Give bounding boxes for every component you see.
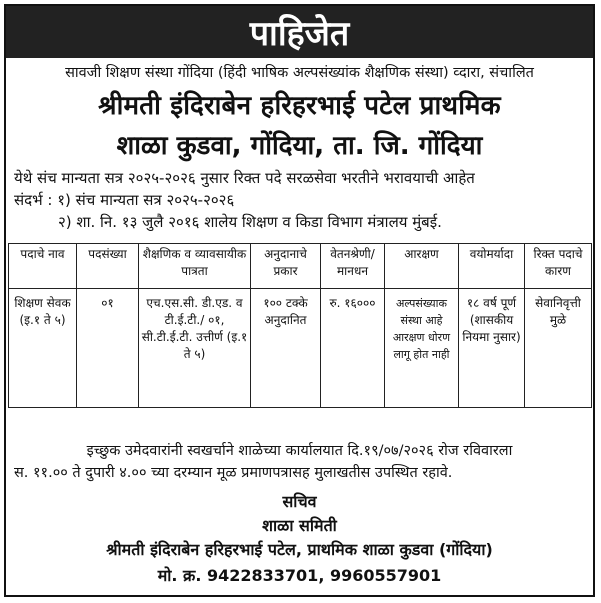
reference-1: संदर्भ : १) संच मान्यता सत्र २०२५-२०२६ bbox=[14, 191, 235, 209]
signatory-title: सचिव bbox=[282, 492, 317, 511]
interview-notice-line1: इच्छुक उमेदवारांनी स्वखर्चाने शाळेच्या कार्यालयात दि.१९/०७/२०२६ रोज रविवारला bbox=[86, 443, 513, 459]
school-name-line2: शाळा कुडवा, गोंदिया, ता. जि. गोंदिया bbox=[116, 131, 483, 161]
banner-title: पाहिजेत bbox=[249, 14, 350, 54]
header-vacancy-reason: रिक्त पदाचे कारण bbox=[525, 244, 592, 289]
cell-grant-type: १०० टक्के अनुदानित bbox=[251, 289, 321, 408]
cell-reservation: अल्पसंख्याक संस्था आहे आरक्षण धोरण लागू होत नाही bbox=[385, 289, 459, 408]
recruitment-text: येथे संच मान्यता सत्र २०२५-२०२६ नुसार रिक्त पदे सरळसेवा भरतीने भरावयाची आहेत bbox=[14, 169, 475, 187]
signatory-body: शाळा समिती bbox=[262, 516, 337, 535]
interview-notice-line2: स. ११.०० ते दुपारी ४.०० च्या दरम्यान मूळ प्रमाणपत्रासह मुलाखतीस उपस्थित रहावे. bbox=[14, 465, 453, 481]
vacancy-table bbox=[8, 243, 592, 408]
table-row bbox=[9, 289, 592, 408]
header-post-count: पदसंख्या bbox=[77, 244, 139, 289]
cell-vacancy-reason: सेवानिवृत्ती मुळे bbox=[525, 289, 592, 408]
signatory-school: श्रीमती इंदिराबेन हरिहरभाई पटेल, प्राथमिक शाळा कुडवा (गोंदिया) bbox=[106, 540, 493, 559]
header-qualification: शैक्षणिक व व्यावसायीक पात्रता bbox=[139, 244, 251, 289]
school-name-line1: श्रीमती इंदिराबेन हरिहरभाई पटेल प्राथमिक bbox=[98, 91, 501, 121]
trust-intro: सावजी शिक्षण संस्था गोंदिया (हिंदी भाषिक अल्पसंख्यांक शैक्षणिक संस्था) व्दारा, संचालित bbox=[65, 65, 534, 81]
header-age-limit: वयोमर्यादा bbox=[459, 244, 525, 289]
cell-post-count: ०१ bbox=[77, 289, 139, 408]
header-reservation: आरक्षण bbox=[385, 244, 459, 289]
ad-banner bbox=[6, 6, 593, 58]
header-grant-type: अनुदानाचे प्रकार bbox=[251, 244, 321, 289]
cell-post-name: शिक्षण सेवक (इ.१ ते ५) bbox=[9, 289, 77, 408]
header-post-name: पदाचे नाव bbox=[9, 244, 77, 289]
cell-age-limit: १८ वर्ष पूर्ण (शासकीय नियमा नुसार) bbox=[459, 289, 525, 408]
reference-2: २) शा. नि. १३ जुलै २०१६ शालेय शिक्षण व किडा विभाग मंत्रालय मुंबई. bbox=[58, 213, 442, 231]
cell-qualification: एच.एस.सी. डी.एड. व टी.ई.टी./ ०१, सी.टी.ई.टी. उत्तीर्ण (इ.१ ते ५) bbox=[139, 289, 251, 408]
header-pay-scale: वेतनश्रेणी/ मानधन bbox=[321, 244, 385, 289]
cell-pay-scale: रु. १६००० bbox=[321, 289, 385, 408]
contact-numbers: मो. क्र. 9422833701, 9960557901 bbox=[157, 566, 442, 585]
table-header-row bbox=[9, 244, 592, 289]
